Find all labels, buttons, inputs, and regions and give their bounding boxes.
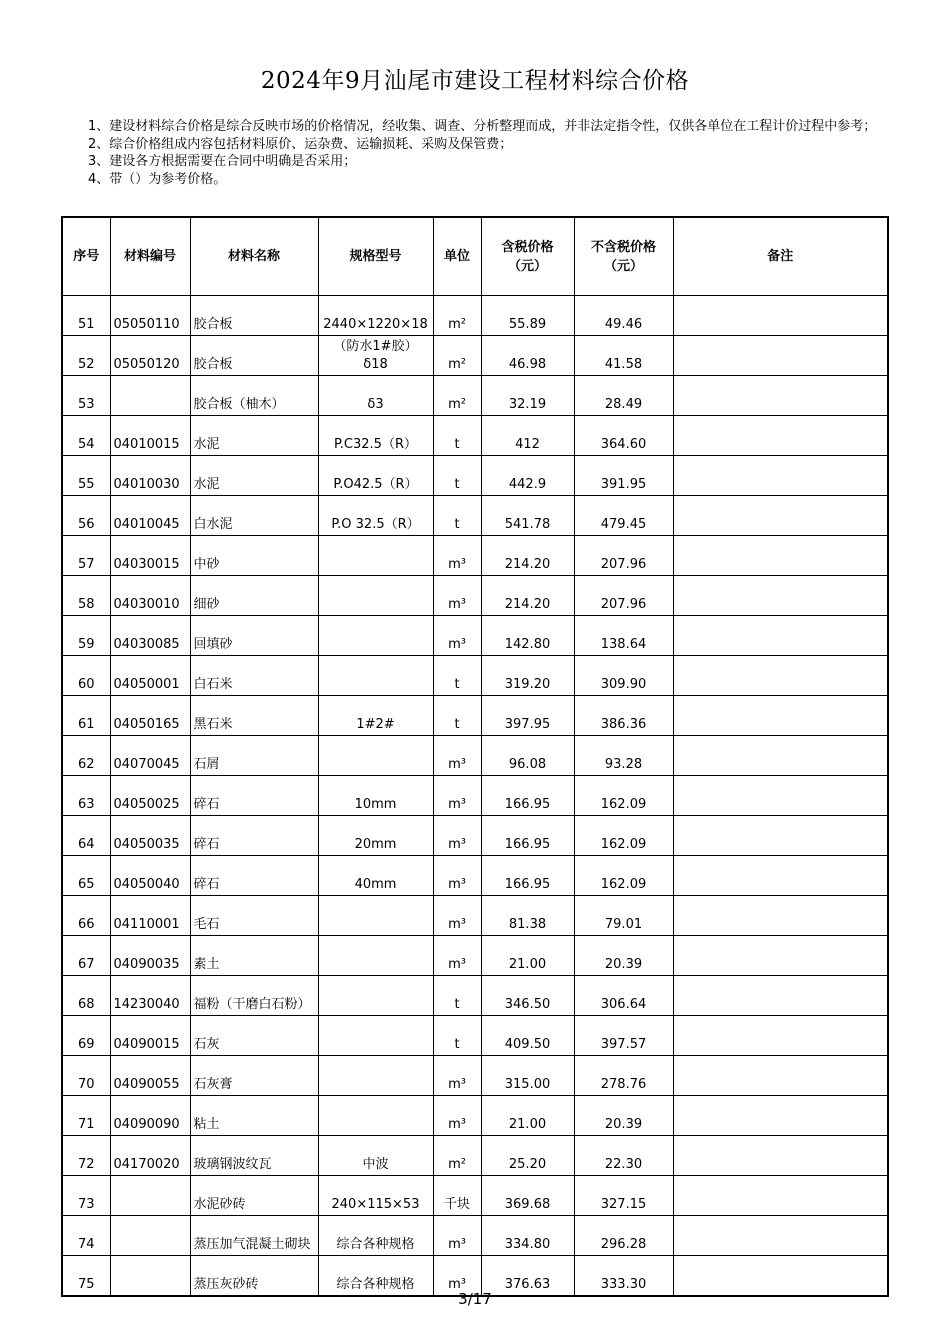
cell-index: 56 (62, 496, 110, 536)
table-row (62, 1136, 888, 1176)
header-notax-price: 不含税价格（元） (574, 217, 673, 296)
cell-name: 石灰 (190, 1016, 318, 1056)
cell-tax-price: 166.95 (481, 776, 574, 816)
cell-remark (673, 296, 888, 336)
cell-name: 石灰膏 (190, 1056, 318, 1096)
cell-code: 04010045 (110, 496, 190, 536)
cell-remark (673, 576, 888, 616)
cell-remark (673, 1096, 888, 1136)
cell-unit: m² (433, 376, 481, 416)
cell-name: 水泥 (190, 416, 318, 456)
cell-code (110, 376, 190, 416)
cell-tax-price: 376.63 (481, 1256, 574, 1297)
cell-index: 67 (62, 936, 110, 976)
cell-tax-price: 319.20 (481, 656, 574, 696)
cell-remark (673, 1016, 888, 1056)
cell-spec: 40mm (318, 856, 433, 896)
cell-unit: t (433, 456, 481, 496)
cell-tax-price: 21.00 (481, 936, 574, 976)
cell-unit: m³ (433, 936, 481, 976)
cell-tax-price: 142.80 (481, 616, 574, 656)
cell-index: 60 (62, 656, 110, 696)
cell-tax-price: 541.78 (481, 496, 574, 536)
cell-notax-price: 49.46 (574, 296, 673, 336)
cell-unit: t (433, 656, 481, 696)
cell-spec: 综合各种规格 (318, 1216, 433, 1256)
cell-unit: m³ (433, 816, 481, 856)
cell-notax-price: 278.76 (574, 1056, 673, 1096)
cell-code: 04010015 (110, 416, 190, 456)
cell-index: 75 (62, 1256, 110, 1297)
note-1: 1、建设材料综合价格是综合反映市场的价格情况，经收集、调查、分析整理而成，并非法定指令性，仅供各单位在工程计价过程中参考； (88, 119, 877, 134)
cell-spec (318, 736, 433, 776)
cell-remark (673, 376, 888, 416)
cell-code: 04050040 (110, 856, 190, 896)
cell-code: 04030015 (110, 536, 190, 576)
cell-spec: 20mm (318, 816, 433, 856)
price-table (61, 216, 889, 1297)
note-4: 4、带（）为参考价格。 (88, 171, 227, 187)
cell-unit: 千块 (433, 1176, 481, 1216)
cell-notax-price: 162.09 (574, 856, 673, 896)
header-spec: 规格型号 (318, 217, 433, 296)
table-row (62, 536, 888, 576)
cell-name: 碎石 (190, 776, 318, 816)
cell-name: 细砂 (190, 576, 318, 616)
cell-tax-price: 334.80 (481, 1216, 574, 1256)
cell-name: 胶合板（柚木） (190, 376, 318, 416)
cell-name: 蒸压加气混凝土砌块 (190, 1216, 318, 1256)
table-row (62, 976, 888, 1016)
cell-index: 71 (62, 1096, 110, 1136)
cell-remark (673, 656, 888, 696)
cell-index: 58 (62, 576, 110, 616)
cell-index: 55 (62, 456, 110, 496)
cell-spec: P.O 32.5（R） (318, 496, 433, 536)
cell-index: 73 (62, 1176, 110, 1216)
cell-remark (673, 536, 888, 576)
cell-code: 04170020 (110, 1136, 190, 1176)
cell-spec (318, 896, 433, 936)
cell-remark (673, 1056, 888, 1096)
cell-remark (673, 1136, 888, 1176)
table-row (62, 296, 888, 336)
cell-notax-price: 22.30 (574, 1136, 673, 1176)
cell-remark (673, 1216, 888, 1256)
cell-code: 05050110 (110, 296, 190, 336)
table-row (62, 1056, 888, 1096)
cell-tax-price: 409.50 (481, 1016, 574, 1056)
cell-index: 74 (62, 1216, 110, 1256)
notes (88, 118, 878, 188)
cell-index: 52 (62, 336, 110, 376)
cell-notax-price: 138.64 (574, 616, 673, 656)
cell-code: 04030010 (110, 576, 190, 616)
cell-unit: m³ (433, 776, 481, 816)
cell-spec: （防水1#胶）δ18 (318, 336, 433, 376)
cell-unit: m³ (433, 536, 481, 576)
cell-notax-price: 306.64 (574, 976, 673, 1016)
cell-index: 64 (62, 816, 110, 856)
cell-remark (673, 776, 888, 816)
cell-remark (673, 736, 888, 776)
cell-code: 04050001 (110, 656, 190, 696)
cell-index: 62 (62, 736, 110, 776)
cell-spec (318, 1016, 433, 1056)
cell-name: 回填砂 (190, 616, 318, 656)
cell-remark (673, 896, 888, 936)
cell-tax-price: 214.20 (481, 576, 574, 616)
table-row (62, 896, 888, 936)
cell-name: 碎石 (190, 816, 318, 856)
cell-remark (673, 696, 888, 736)
cell-notax-price: 386.36 (574, 696, 673, 736)
cell-unit: m³ (433, 896, 481, 936)
cell-code: 04090035 (110, 936, 190, 976)
cell-code (110, 1216, 190, 1256)
cell-tax-price: 21.00 (481, 1096, 574, 1136)
cell-notax-price: 309.90 (574, 656, 673, 696)
table-row (62, 936, 888, 976)
cell-name: 粘土 (190, 1096, 318, 1136)
table-row (62, 736, 888, 776)
cell-index: 54 (62, 416, 110, 456)
cell-name: 中砂 (190, 536, 318, 576)
cell-name: 水泥砂砖 (190, 1176, 318, 1216)
note-3: 3、建设各方根据需要在合同中明确是否采用； (88, 154, 357, 169)
cell-code: 04070045 (110, 736, 190, 776)
cell-unit: m³ (433, 576, 481, 616)
cell-notax-price: 162.09 (574, 816, 673, 856)
cell-notax-price: 79.01 (574, 896, 673, 936)
cell-spec (318, 936, 433, 976)
cell-code: 05050120 (110, 336, 190, 376)
cell-code: 04090015 (110, 1016, 190, 1056)
cell-tax-price: 81.38 (481, 896, 574, 936)
cell-name: 胶合板 (190, 296, 318, 336)
cell-unit: t (433, 1016, 481, 1056)
cell-notax-price: 479.45 (574, 496, 673, 536)
table-row (62, 856, 888, 896)
cell-index: 72 (62, 1136, 110, 1176)
cell-spec: P.O42.5（R） (318, 456, 433, 496)
cell-code: 04110001 (110, 896, 190, 936)
cell-name: 福粉（干磨白石粉） (190, 976, 318, 1016)
cell-tax-price: 369.68 (481, 1176, 574, 1216)
cell-spec: δ3 (318, 376, 433, 416)
cell-remark (673, 1176, 888, 1216)
cell-name: 碎石 (190, 856, 318, 896)
cell-notax-price: 162.09 (574, 776, 673, 816)
cell-tax-price: 46.98 (481, 336, 574, 376)
note-2: 2、综合价格组成内容包括材料原价、运杂费、运输损耗、采购及保管费； (88, 136, 513, 152)
cell-code: 04090090 (110, 1096, 190, 1136)
cell-spec: P.C32.5（R） (318, 416, 433, 456)
cell-tax-price: 55.89 (481, 296, 574, 336)
cell-notax-price: 296.28 (574, 1216, 673, 1256)
table-row (62, 656, 888, 696)
table-row (62, 576, 888, 616)
cell-name: 水泥 (190, 456, 318, 496)
cell-name: 石屑 (190, 736, 318, 776)
cell-unit: m³ (433, 616, 481, 656)
cell-unit: t (433, 696, 481, 736)
cell-index: 70 (62, 1056, 110, 1096)
header-code: 材料编号 (110, 217, 190, 296)
table-row (62, 776, 888, 816)
cell-unit: m² (433, 296, 481, 336)
cell-tax-price: 397.95 (481, 696, 574, 736)
cell-tax-price: 442.9 (481, 456, 574, 496)
cell-code: 04050165 (110, 696, 190, 736)
cell-code (110, 1176, 190, 1216)
cell-tax-price: 32.19 (481, 376, 574, 416)
cell-spec (318, 576, 433, 616)
cell-unit: m³ (433, 1216, 481, 1256)
header-idx: 序号 (62, 217, 110, 296)
cell-tax-price: 412 (481, 416, 574, 456)
cell-notax-price: 28.49 (574, 376, 673, 416)
cell-index: 65 (62, 856, 110, 896)
table-row (62, 336, 888, 376)
cell-tax-price: 214.20 (481, 536, 574, 576)
cell-notax-price: 207.96 (574, 576, 673, 616)
cell-name: 胶合板 (190, 336, 318, 376)
cell-index: 57 (62, 536, 110, 576)
table-row (62, 456, 888, 496)
table-row (62, 696, 888, 736)
cell-spec: 240×115×53 (318, 1176, 433, 1216)
cell-index: 69 (62, 1016, 110, 1056)
cell-name: 黑石米 (190, 696, 318, 736)
cell-remark (673, 816, 888, 856)
page-title: 2024年9月汕尾市建设工程材料综合价格 (260, 68, 690, 94)
cell-notax-price: 20.39 (574, 1096, 673, 1136)
cell-tax-price: 96.08 (481, 736, 574, 776)
cell-remark (673, 936, 888, 976)
cell-index: 59 (62, 616, 110, 656)
cell-spec (318, 1096, 433, 1136)
table-row (62, 1016, 888, 1056)
cell-name: 毛石 (190, 896, 318, 936)
cell-remark (673, 856, 888, 896)
cell-unit: m³ (433, 856, 481, 896)
cell-remark (673, 616, 888, 656)
header-tax-price: 含税价格（元） (481, 217, 574, 296)
cell-index: 53 (62, 376, 110, 416)
cell-spec: 1#2# (318, 696, 433, 736)
cell-spec (318, 1056, 433, 1096)
table-row (62, 816, 888, 856)
cell-index: 66 (62, 896, 110, 936)
cell-index: 51 (62, 296, 110, 336)
cell-spec (318, 536, 433, 576)
cell-tax-price: 315.00 (481, 1056, 574, 1096)
cell-spec: 2440×1220×18 (318, 296, 433, 336)
cell-unit: m² (433, 336, 481, 376)
cell-spec: 综合各种规格 (318, 1256, 433, 1297)
table-header-row (62, 217, 888, 296)
table-row (62, 416, 888, 456)
cell-notax-price: 391.95 (574, 456, 673, 496)
cell-code: 14230040 (110, 976, 190, 1016)
cell-unit: m³ (433, 1056, 481, 1096)
cell-unit: m² (433, 1136, 481, 1176)
header-name: 材料名称 (190, 217, 318, 296)
cell-index: 63 (62, 776, 110, 816)
cell-notax-price: 327.15 (574, 1176, 673, 1216)
header-remark: 备注 (673, 217, 888, 296)
cell-name: 白石米 (190, 656, 318, 696)
cell-spec (318, 616, 433, 656)
cell-name: 白水泥 (190, 496, 318, 536)
cell-code: 04050035 (110, 816, 190, 856)
cell-spec: 中波 (318, 1136, 433, 1176)
cell-spec: 10mm (318, 776, 433, 816)
cell-index: 68 (62, 976, 110, 1016)
cell-name: 素土 (190, 936, 318, 976)
cell-notax-price: 207.96 (574, 536, 673, 576)
cell-notax-price: 93.28 (574, 736, 673, 776)
cell-notax-price: 364.60 (574, 416, 673, 456)
cell-unit: m³ (433, 1096, 481, 1136)
cell-notax-price: 333.30 (574, 1256, 673, 1297)
cell-code: 04030085 (110, 616, 190, 656)
cell-notax-price: 41.58 (574, 336, 673, 376)
table-row (62, 496, 888, 536)
table-row (62, 616, 888, 656)
cell-unit: t (433, 496, 481, 536)
cell-remark (673, 976, 888, 1016)
cell-tax-price: 25.20 (481, 1136, 574, 1176)
table-row (62, 1216, 888, 1256)
cell-notax-price: 397.57 (574, 1016, 673, 1056)
cell-tax-price: 166.95 (481, 816, 574, 856)
cell-unit: m³ (433, 736, 481, 776)
cell-code: 04090055 (110, 1056, 190, 1096)
cell-remark (673, 336, 888, 376)
page-number: 3/17 (458, 1290, 492, 1308)
cell-code: 04050025 (110, 776, 190, 816)
cell-tax-price: 346.50 (481, 976, 574, 1016)
cell-remark (673, 496, 888, 536)
cell-spec (318, 976, 433, 1016)
cell-unit: m³ (433, 1256, 481, 1297)
cell-index: 61 (62, 696, 110, 736)
cell-code: 04010030 (110, 456, 190, 496)
cell-remark (673, 456, 888, 496)
header-unit: 单位 (433, 217, 481, 296)
cell-name: 蒸压灰砂砖 (190, 1256, 318, 1297)
table-row (62, 376, 888, 416)
cell-tax-price: 166.95 (481, 856, 574, 896)
cell-notax-price: 20.39 (574, 936, 673, 976)
cell-remark (673, 416, 888, 456)
cell-unit: t (433, 416, 481, 456)
cell-unit: t (433, 976, 481, 1016)
table-row (62, 1176, 888, 1216)
cell-spec (318, 656, 433, 696)
cell-name: 玻璃钢波纹瓦 (190, 1136, 318, 1176)
table-row (62, 1096, 888, 1136)
